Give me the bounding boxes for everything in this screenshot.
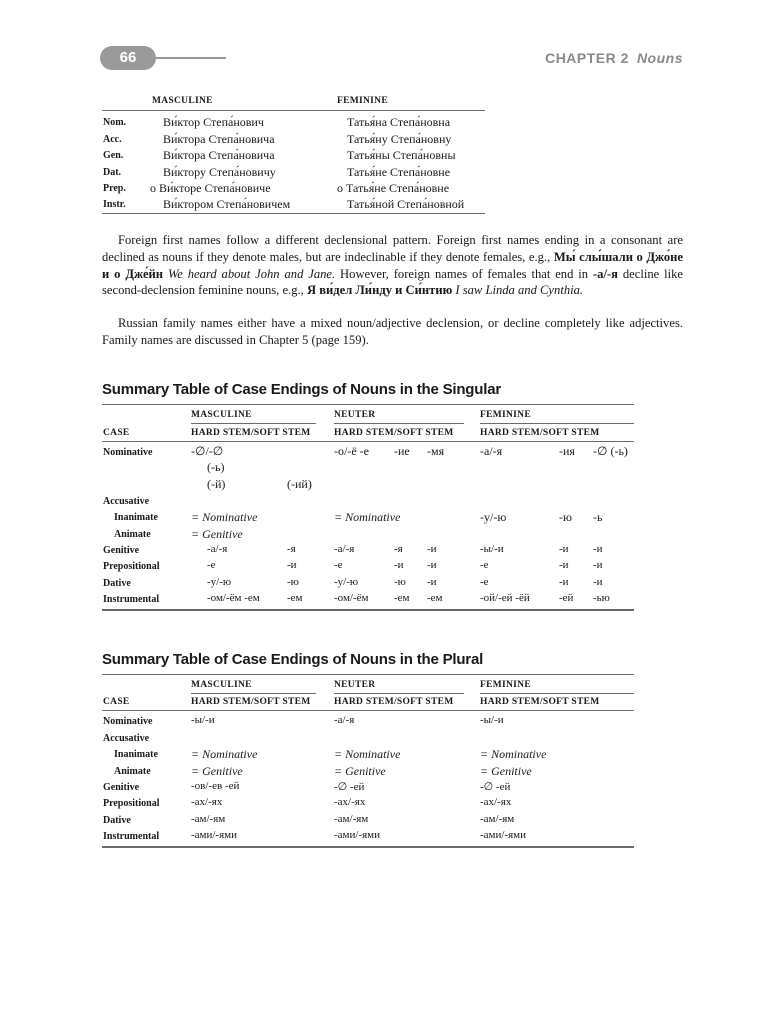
ending-cell: -и: [559, 559, 569, 571]
ending-cell: -е: [480, 559, 489, 571]
plural-case-prepositional: Prepositional: [103, 798, 160, 809]
singular-group-neuter: NEUTER: [334, 410, 376, 420]
names-masc-cell: Ви́ктору Степа́новичу: [163, 165, 276, 179]
plural-group-neuter: NEUTER: [334, 680, 376, 690]
ending-cell: -ы/-и: [480, 543, 504, 555]
singular-case-header: CASE: [103, 428, 130, 438]
ending-cell: -ами/-ями: [480, 829, 527, 841]
names-masc-cell: Ви́ктора Степа́новича: [163, 148, 275, 162]
plural-case-nominative: Nominative: [103, 716, 153, 727]
header-rule: [154, 57, 226, 59]
plural-case-dative: Dative: [103, 815, 131, 826]
ending-cell: -ам/-ям: [334, 813, 369, 825]
ending-cell: -ам/-ям: [191, 813, 226, 825]
ending-cell: = Nominative: [334, 747, 401, 761]
plural-case-header: CASE: [103, 697, 130, 707]
names-fem-cell: Татья́ной Степа́новной: [347, 197, 465, 211]
para1-text: However, foreign names of females that end in: [335, 266, 593, 281]
ending-cell: -ем: [394, 592, 410, 604]
ending-cell: -∅/-∅: [191, 444, 224, 458]
ending-cell: -у/-ю: [480, 510, 507, 524]
plural-table-title: Summary Table of Case Endings of Nouns in the Plural: [102, 651, 484, 668]
names-masc-cell: о Ви́кторе Степа́новиче: [150, 181, 271, 195]
ending-cell: = Genitive: [480, 764, 532, 778]
ending-cell: -ю: [394, 576, 406, 588]
chapter-topic: Nouns: [636, 50, 683, 66]
ending-cell: = Genitive: [191, 764, 243, 778]
para1-example: Мы́ слы́шали о Джо́не и о Дже́йн: [102, 249, 684, 281]
names-masc-cell: Ви́ктора Степа́новича: [163, 132, 275, 146]
ending-cell: -ов/-ев -ей: [191, 780, 240, 792]
case-label-instrumental: Instrumental: [103, 594, 160, 605]
ending-cell: -а/-я: [334, 543, 355, 555]
plural-stem-header: HARD STEM/SOFT STEM: [191, 697, 311, 707]
case-label-genitive: Genitive: [103, 545, 140, 556]
ending-cell: -и: [559, 576, 569, 588]
ending-cell: -и: [427, 576, 437, 588]
ending-cell: -ам/-ям: [480, 813, 515, 825]
ending-cell: -ие: [394, 444, 410, 458]
case-label-inanimate: Inanimate: [114, 512, 158, 523]
ending-cell: -ы/-и: [480, 714, 504, 726]
names-fem-cell: Татья́на Степа́новна: [347, 115, 451, 129]
case-label-dative: Dative: [103, 578, 131, 589]
ending-cell: = Genitive: [191, 527, 243, 541]
ending-cell: -ь: [593, 510, 603, 524]
plural-case-accusative: Accusative: [103, 733, 150, 744]
singular-stem-header: HARD STEM/SOFT STEM: [191, 428, 311, 438]
ending-cell: -мя: [427, 444, 445, 458]
ending-cell: -у/-ю: [207, 576, 232, 588]
ending-cell: -ах/-ях: [480, 796, 512, 808]
ending-cell: -и: [593, 543, 603, 555]
singular-group-feminine: FEMININE: [480, 410, 531, 420]
ending-cell: -∅ (-ь): [593, 444, 628, 458]
ending-cell: -и: [287, 559, 297, 571]
plural-case-inanimate: Inanimate: [114, 749, 158, 760]
ending-cell: -ью: [593, 592, 610, 604]
para1-text: Foreign first names follow a different declensional pattern. Foreign first names ending in a consonant are declined as nouns if they denote males, but are indeclinable if they denote females, e.g.,: [102, 233, 683, 264]
ending-cell: (-ий): [287, 477, 312, 491]
names-masc-cell: Ви́ктор Степа́нович: [163, 115, 264, 129]
plural-case-instrumental: Instrumental: [103, 831, 160, 842]
ending-cell: -ом/-ём: [334, 592, 369, 604]
singular-stem-header: HARD STEM/SOFT STEM: [334, 428, 454, 438]
chapter-label: CHAPTER 2: [545, 50, 629, 66]
ending-cell: -а/-я: [480, 444, 503, 458]
ending-cell: -у/-ю: [334, 576, 359, 588]
paragraph-foreign-names: [102, 232, 683, 299]
plural-stem-header: HARD STEM/SOFT STEM: [480, 697, 600, 707]
ending-cell: -ей: [559, 592, 574, 604]
names-fem-cell: Татья́не Степа́новне: [347, 165, 451, 179]
plural-case-animate: Animate: [114, 766, 151, 777]
ending-cell: -ами/-ями: [191, 829, 238, 841]
ending-cell: -и: [559, 543, 569, 555]
ending-cell: -а/-я: [207, 543, 228, 555]
ending-cell: (-ь): [207, 460, 225, 474]
ending-cell: -∅ -ей: [480, 781, 511, 793]
para1-ending: -а/-я: [592, 266, 618, 281]
case-label-prepositional: Prepositional: [103, 561, 160, 572]
ending-cell: -ом/-ём -ем: [207, 592, 260, 604]
page-number-badge: 66: [100, 46, 156, 70]
names-fem-cell: о Татья́не Степа́новне: [337, 181, 450, 195]
running-header: [545, 50, 683, 66]
ending-cell: = Genitive: [334, 764, 386, 778]
names-masc-cell: Ви́ктором Степа́новичем: [163, 197, 291, 211]
ending-cell: -ы/-и: [191, 714, 215, 726]
ending-cell: -ем: [287, 592, 303, 604]
ending-cell: (-й): [207, 477, 226, 491]
ending-cell: = Nominative: [334, 510, 401, 524]
names-fem-cell: Татья́ны Степа́новны: [347, 148, 456, 162]
paragraph-family-names: Russian family names either have a mixed noun/adjective declension, or decline completely like adjectives. Family names are discussed in Chapter 5 (page 159).: [102, 316, 683, 347]
plural-case-genitive: Genitive: [103, 782, 140, 793]
ending-cell: -о/-ё -е: [334, 444, 369, 458]
names-case-label: Gen.: [103, 150, 124, 161]
ending-cell: -ой/-ей -ёй: [480, 592, 530, 604]
case-label-nominative: Nominative: [103, 447, 153, 458]
names-fem-cell: Татья́ну Степа́новну: [347, 132, 452, 146]
ending-cell: -и: [427, 543, 437, 555]
ending-cell: -а/-я: [334, 714, 355, 726]
ending-cell: -я: [394, 543, 403, 555]
ending-cell: -ю: [287, 576, 299, 588]
para1-translation: I saw Linda and Cynthia.: [452, 283, 584, 298]
names-case-label: Acc.: [103, 134, 122, 145]
ending-cell: -ем: [427, 592, 443, 604]
ending-cell: -и: [427, 559, 437, 571]
names-col-feminine: FEMININE: [337, 96, 388, 106]
para1-text: decline like second-declension feminine nouns, e.g.,: [102, 266, 683, 298]
ending-cell: -ия: [559, 444, 575, 458]
ending-cell: -ах/-ях: [191, 796, 223, 808]
ending-cell: -ами/-ями: [334, 829, 381, 841]
ending-cell: -и: [394, 559, 404, 571]
names-case-label: Instr.: [103, 199, 126, 210]
ending-cell: -е: [207, 559, 216, 571]
ending-cell: -и: [593, 576, 603, 588]
names-case-label: Dat.: [103, 167, 122, 178]
singular-group-masculine: MASCULINE: [191, 410, 252, 420]
ending-cell: -∅ -ей: [334, 781, 365, 793]
names-case-label: Nom.: [103, 117, 127, 128]
ending-cell: = Nominative: [480, 747, 547, 761]
singular-stem-header: HARD STEM/SOFT STEM: [480, 428, 600, 438]
ending-cell: = Nominative: [191, 747, 258, 761]
plural-group-feminine: FEMININE: [480, 680, 531, 690]
ending-cell: -ю: [559, 510, 572, 524]
ending-cell: -и: [593, 559, 603, 571]
para1-example: Я ви́дел Ли́нду и Си́нтию: [306, 283, 453, 298]
ending-cell: -я: [287, 543, 296, 555]
case-label-animate: Animate: [114, 529, 151, 540]
names-col-masculine: MASCULINE: [152, 96, 213, 106]
ending-cell: = Nominative: [191, 510, 258, 524]
ending-cell: -е: [334, 559, 343, 571]
plural-group-masculine: MASCULINE: [191, 680, 252, 690]
para1-translation: We heard about John and Jane.: [163, 266, 336, 281]
case-label-accusative: Accusative: [103, 496, 150, 507]
names-case-label: Prep.: [103, 183, 126, 194]
ending-cell: -ах/-ях: [334, 796, 366, 808]
ending-cell: -е: [480, 576, 489, 588]
plural-stem-header: HARD STEM/SOFT STEM: [334, 697, 454, 707]
singular-table-title: Summary Table of Case Endings of Nouns in the Singular: [102, 381, 501, 398]
